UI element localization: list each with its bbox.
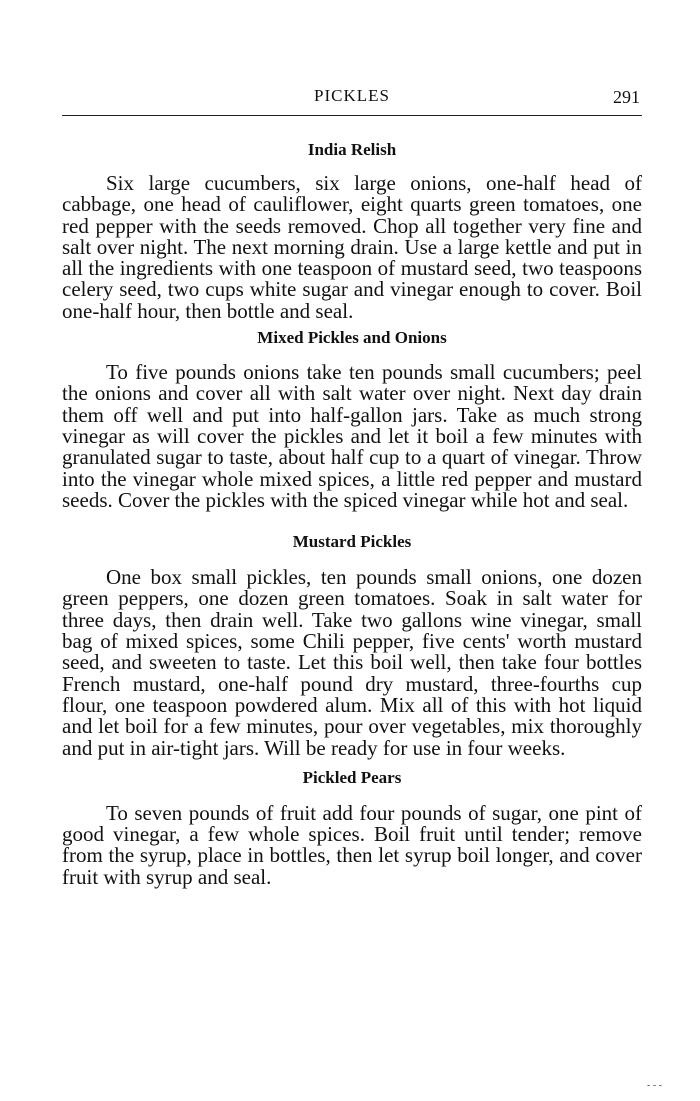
running-title: PICKLES: [314, 86, 390, 105]
recipe-title: India Relish: [307, 140, 397, 159]
recipe-body: Six large cucumbers, six large onions, one-half head of cabbage, one head of cauliflower, eight quarts green tomatoes, one red pepper with the seeds removed. Chop all together very fine and salt over night. The next morning drain. Use a large kettle and put in all the ingredients with one teaspoon of mustard seed, two teaspoons celery seed, two cups white sugar and vinegar enough to cover. Boil one-half hour, then bottle and seal.: [62, 171, 642, 323]
recipe-body: One box small pickles, ten pounds small onions, one dozen green peppers, one dozen green tomatoes. Soak in salt water for three days, then drain well. Take two gallons wine vinegar, small bag of mixed spices, some Chili pepper, five cents' worth mustard seed, and sweeten to taste. Let this boil well, then take four bottles French mustard, one-half pound dry mustard, three-fourths cup flour, one teaspoon powdered alum. Mix all of this with hot liquid and let boil for a few minutes, pour over vegetables, mix thoroughly and put in air-tight jars. Will be ready for use in four weeks.: [62, 565, 642, 760]
recipe-mixed-pickles-and-onions: [62, 327, 642, 511]
header-rule: [62, 115, 642, 116]
recipe-pickled-pears: [62, 767, 642, 888]
running-head: [62, 0, 642, 112]
page-number: 291: [613, 87, 640, 107]
book-page: [62, 0, 642, 888]
recipe-title: Mustard Pickles: [292, 532, 412, 552]
recipe-mustard-pickles: [62, 531, 642, 759]
recipe-india-relish: [62, 139, 642, 322]
recipe-body: To seven pounds of fruit add four pounds of sugar, one pint of good vinegar, a few whole spices. Boil fruit until tender; remove from the syrup, place in bottles, then let syrup boil longer, and cover fruit with syrup and seal.: [62, 800, 642, 889]
print-speck-mark: - - -: [647, 1080, 662, 1091]
recipe-title: Mixed Pickles and Onions: [257, 328, 447, 348]
recipe-body: To five pounds onions take ten pounds small cucumbers; peel the onions and cover all with salt water over night. Next day drain them off well and put into half-gallon jars. Take as much strong vinegar as will cover the pickles and let it boil a few minutes with granulated sugar to taste, about half cup to a quart of vinegar. Throw into the vinegar whole mixed spices, a little red pepper and mustard seeds. Cover the pickles with the spiced vinegar while hot and seal.: [62, 360, 642, 512]
recipe-title: Pickled Pears: [302, 767, 402, 787]
